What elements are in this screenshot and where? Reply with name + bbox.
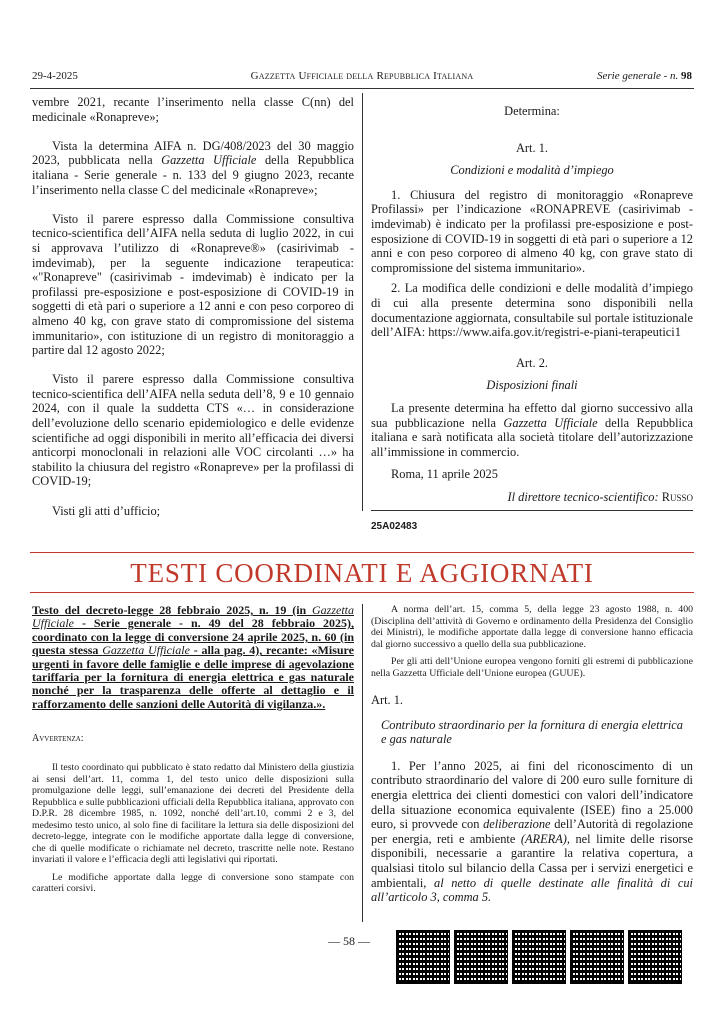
art1-subtitle-lower: Contributo straordinario per la fornitura di energia elettrica e gas naturale (381, 717, 683, 747)
art1-paragraph-lower: 1. Per l’anno 2025, ai fini del riconoscimento di un contributo straordinario del valore di 200 euro sulle forniture di energia elettrica dei clienti domestici con valori dell’indicatore della situazione economica equivalente (ISEE) fino a 25.000 euro, si provvede con deliberazione dell’Autorità di regolazione per energia, reti e ambiente (ARERA), nel limite delle risorse disponibili, necessarie a garantire la relativa copertura, a qualsiasi titolo sul bilancio della Cassa per i servizi energetici e ambientali, al netto di quelle destinate alle finalità di cui all’articolo 3, comma 5. (371, 758, 693, 905)
signature: Il direttore tecnico-scientifico: Russo (507, 489, 693, 504)
art2-title: Art. 2. (515, 355, 548, 370)
lower-left-column (32, 604, 354, 901)
decree-title: Testo del decreto-legge 28 febbraio 2025, n. 19 (in Gazzetta Ufficiale - Serie generale - n. 49 del 28 febbraio 2025), coordinato con la legge di conversione 24 aprile 2025, n. 60 (in questa stessa Gazzetta Ufficiale - alla pag. 4), recante: «Misure urgenti in favore delle famiglie e delle imprese di agevolazione tariffaria per la fornitura di energia elettrica e gas naturale nonché per la trasparenza delle offerte al dettaglio e il rafforzamento delle sanzioni delle Autorità di vigilanza.». (32, 603, 354, 711)
header-series (597, 70, 692, 82)
series-label: Serie generale - n. (597, 70, 679, 82)
banner-rule-bottom (30, 592, 694, 593)
avvertenza-label: Avvertenza: (32, 733, 84, 745)
datamatrix-code (512, 930, 566, 984)
paragraph: 1. Chiusura del registro di monitoraggio «Ronapreve Profilassi» per l’indicazione «RONAPREVE (casirivimab - imdevimab) è indicato per la profilassi pre-esposizione e post-esposizione di COVID-19 in soggetti di età pari o superiore a 12 anni e con peso corporeo di almeno 40 kg, con grave stato di compromissione del sistema immunitario». (371, 187, 693, 275)
doc-code: 25A02483 (371, 521, 418, 532)
right-column (371, 104, 693, 519)
paragraph: Vista la determina AIFA n. DG/408/2023 del 30 maggio 2023, pubblicata nella Gazzetta Ufficiale della Repubblica italiana - Serie generale - n. 133 del 9 giugno 2023, recante l’inserimento nella classe C del medicinale «Ronapreve»; (32, 138, 354, 197)
datamatrix-code (628, 930, 682, 984)
page-number: — 58 — (328, 934, 370, 948)
banner-rule-top (30, 552, 694, 553)
datamatrix-code (570, 930, 624, 984)
separator-rule (371, 510, 693, 511)
header-title: Gazzetta Ufficiale della Repubblica Italiana (250, 70, 474, 82)
datamatrix-code (396, 930, 450, 984)
paragraph: vembre 2021, recante l’inserimento nella classe C(nn) del medicinale «Ronapreve»; (32, 95, 354, 124)
section-banner: TESTI COORDINATI E AGGIORNATI (130, 558, 594, 588)
place-date: Roma, 11 aprile 2025 (391, 467, 498, 482)
art1-title: Art. 1. (515, 140, 548, 155)
paragraph: La presente determina ha effetto dal giorno successivo alla sua pubblicazione nella Gazzetta Ufficiale della Repubblica italiana e sarà notificata alla società titolare dell’autorizzazione all’immissione in commercio. (371, 400, 693, 459)
avvertenza-text: Il testo coordinato qui pubblicato è stato redatto dal Ministero della giustizia ai sensi dell’art. 11, comma 1, del testo unico delle disposizioni sulla promulgazione delle leggi, sull’emanazione dei decreti del Presidente della Repubblica e sulle pubblicazioni ufficiali della Repubblica italiana, approvato con D.P.R. 28 dicembre 1985, n. 1092, nonché dell’art.10, commi 2 e 3, del medesimo testo unico, al solo fine di facilitare la lettura sia delle disposizioni del decreto-legge, integrate con le modifiche apportate dalla legge di conversione, che di quelle modificate o richiamate nel decreto, trascritte nelle note. Restano invariati il valore e l’efficacia degli atti legislativi qui riportati. Le modifiche apportate dalla legge di conversione sono stampate con caratteri corsivi. (32, 762, 354, 895)
paragraph: Visto il parere espresso dalla Commissione consultiva tecnico-scientifica dell’AIFA nella seduta di luglio 2022, in cui si approvava l’utilizzo di «Ronapreve®» (casirivimab - imdevimab), per la seguente indicazione terapeutica: «"Ronapreve" (casirivimab - imdevimab) è indicato per la profilassi pre-esposizione e post-esposizione di COVID-19 in soggetti di età pari o superiore a 12 anni e con peso corporeo di almeno 40 kg, con grave stato di compromissione del sistema immunitario», con istituzione di un registro di monitoraggio a partire dal 12 agosto 2022; (32, 211, 354, 358)
header-date: 29-4-2025 (32, 70, 78, 82)
art2-subtitle: Disposizioni finali (486, 378, 578, 393)
datamatrix-code (454, 930, 508, 984)
art1-subtitle: Condizioni e modalità d’impiego (450, 163, 614, 178)
left-column (32, 95, 354, 533)
art1-title-lower: Art. 1. (371, 693, 404, 707)
header-rule (30, 88, 694, 89)
column-divider (362, 93, 363, 511)
lower-right-column (371, 604, 693, 905)
lower-column-divider (362, 604, 363, 922)
legal-notes: A norma dell’art. 15, comma 5, della legge 23 agosto 1988, n. 400 (Disciplina dell’attività di Governo e ordinamento della Presidenza del Consiglio dei Ministri), le modifiche apportate dalla legge di conversione hanno efficacia dal giorno successivo a quello della sua pubblicazione. Per gli atti dell’Unione europea vengono forniti gli estremi di pubblicazione nella Gazzetta Ufficiale dell’Unione europea (GUUE). (371, 604, 693, 679)
paragraph: 2. La modifica delle condizioni e delle modalità d’impiego di cui alla presente determina sono disponibili nella documentazione aggiornata, consultabile sul portale istituzionale dell’AIFA: https://www.aifa.gov.it/registri-e-piani-terapeutici1 (371, 281, 693, 340)
series-number: 98 (681, 70, 692, 82)
determina-heading: Determina: (504, 104, 560, 118)
paragraph: Visto il parere espresso dalla Commissione consultiva tecnico-scientifica dell’AIFA nella seduta dell’8, 9 e 10 gennaio 2024, con il quale la suddetta CTS «… in considerazione dell’evoluzione dello scenario epidemiologico e delle evidenze scientifiche ad oggi disponibili in merito all’efficacia dei diversi anticorpi monoclonali in relazioni alle VOC circolanti …» ha stabilito la chiusura del registro «Ronapreve» per la profilassi di COVID-19; (32, 372, 354, 489)
paragraph: Visti gli atti d’ufficio; (52, 503, 161, 518)
